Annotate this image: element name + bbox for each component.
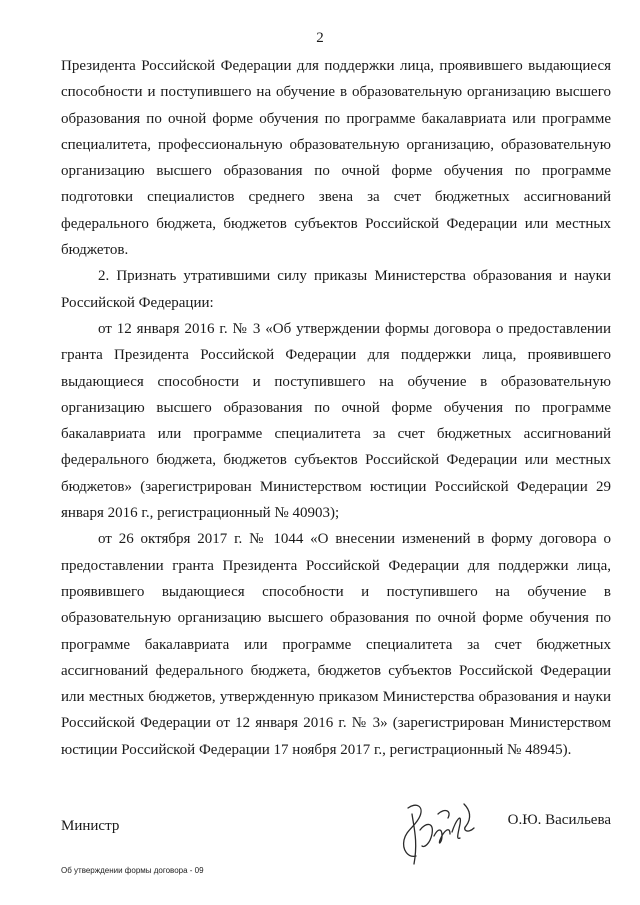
page-number: 2	[316, 30, 324, 46]
paragraph-continuation: Президента Российской Федерации для поддержки лица, проявившего выдающиеся способности и поступившего на обучение в образовательную организацию высшего образования по очной форме обучения по программе бакалавриата или программе специалитета, профессиональную образовательную организацию, образовательную организацию высшего образования по очной форме обучения по программе подготовки специалистов среднего звена за счет бюджетных ассигнований федерального бюджета, бюджетов субъектов Российской Федерации или местных бюджетов.	[61, 58, 611, 259]
paragraph-order-2016: от 12 января 2016 г. № 3 «Об утверждении формы договора о предоставлении гранта Президента Российской Федерации для поддержки лица, проявившего выдающиеся способности и поступившего на обучение в образовательную организацию высшего образования по очной форме обучения по программе бакалавриата или программе специалитета за счет бюджетных ассигнований федерального бюджета, бюджетов субъектов Российской Федерации или местных бюджетов» (зарегистрирован Министерством юстиции Российской Федерации 29 января 2016 г., регистрационный № 40903);	[61, 320, 611, 522]
signature-block	[61, 800, 611, 870]
signer-name: О.Ю. Васильева	[507, 812, 611, 828]
signer-position: Министр	[61, 818, 120, 834]
footer-note: Об утверждении формы договора - 09	[61, 866, 204, 875]
document-body	[61, 53, 611, 763]
handwritten-signature	[394, 800, 484, 868]
scan-edge-mark	[520, 898, 620, 902]
paragraph-order-2017: от 26 октября 2017 г. № 1044 «О внесении изменений в форму договора о предоставлении гранта Президента Российской Федерации для поддержки лица, проявившего выдающиеся способности и поступившего на обучение в образовательную организацию высшего образования по очной форме обучения по программе бакалавриата или программе специалитета за счет бюджетных ассигнований федерального бюджета, бюджетов субъектов Российской Федерации или местных бюджетов, утвержденную приказом Министерства образования и науки Российской Федерации от 12 января 2016 г. № 3» (зарегистрирован Министерством юстиции Российской Федерации 17 ноября 2017 г., регистрационный № 48945).	[61, 531, 611, 758]
paragraph-item-2: 2. Признать утратившими силу приказы Министерства образования и науки Российской Федерации:	[61, 268, 611, 311]
